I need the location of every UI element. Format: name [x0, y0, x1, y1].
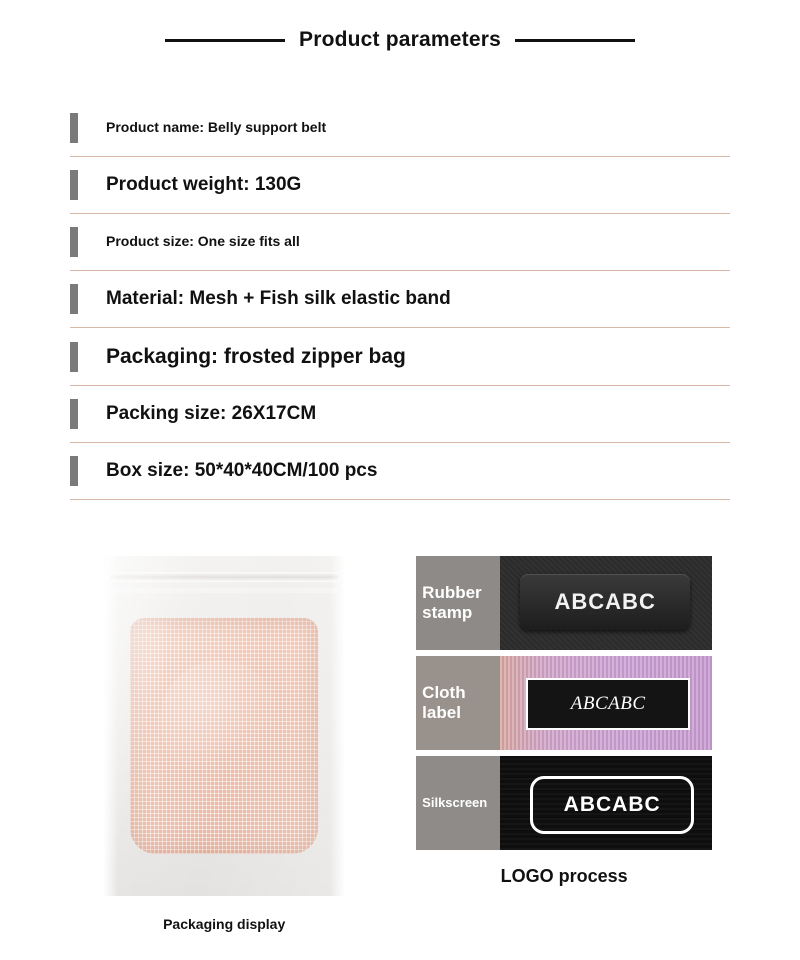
- logo-caption: LOGO process: [500, 866, 628, 886]
- spec-bullet-bar: [70, 227, 78, 257]
- spec-text: Packaging: frosted zipper bag: [106, 344, 406, 368]
- logo-panel: [398, 556, 730, 932]
- packaging-caption: Packaging display: [163, 916, 286, 932]
- page-title: Product parameters: [298, 28, 501, 51]
- logo-process-row: [416, 756, 712, 850]
- spec-text: Product weight: 130G: [106, 173, 302, 195]
- spec-text: Product name: Belly support belt: [106, 119, 327, 136]
- spec-bullet-bar: [70, 170, 78, 200]
- spec-row: [70, 100, 730, 157]
- packaging-panel: [70, 556, 378, 932]
- spec-text: Material: Mesh + Fish silk elastic band: [106, 287, 451, 309]
- logo-process-label: Rubber stamp: [416, 556, 500, 650]
- rubber-patch: [520, 574, 690, 630]
- spec-text: Box size: 50*40*40CM/100 pcs: [106, 459, 378, 481]
- rubber-stamp-image: [500, 556, 712, 650]
- silkscreen-frame: [530, 776, 694, 834]
- packaging-photo: [104, 556, 344, 896]
- spec-text: Packing size: 26X17CM: [106, 402, 317, 424]
- spec-row: [70, 157, 730, 214]
- spec-bullet-bar: [70, 342, 78, 372]
- spec-row: [70, 271, 730, 328]
- mesh-belt-product: [130, 618, 318, 854]
- cloth-sample-text: ABCABC: [570, 693, 646, 714]
- zipper-strip-icon: [110, 572, 338, 582]
- image-panels: [70, 556, 730, 932]
- logo-process-list: [416, 556, 712, 850]
- spec-row: [70, 443, 730, 500]
- silkscreen-image: [500, 756, 712, 850]
- spec-row: [70, 328, 730, 386]
- spec-row: [70, 386, 730, 443]
- logo-process-label: Cloth label: [416, 656, 500, 750]
- header-rule-right: [515, 39, 635, 42]
- zipper-seam-icon: [110, 588, 338, 593]
- logo-process-label: Silkscreen: [416, 756, 500, 850]
- page-header: [0, 0, 800, 52]
- spec-list: [70, 100, 730, 500]
- header-rule-left: [165, 39, 285, 42]
- spec-bullet-bar: [70, 284, 78, 314]
- logo-process-row: [416, 556, 712, 650]
- cloth-tag: [526, 678, 690, 730]
- bag-edge-left: [104, 556, 118, 896]
- spec-row: [70, 214, 730, 271]
- silkscreen-sample-text: ABCABC: [563, 793, 661, 816]
- spec-bullet-bar: [70, 456, 78, 486]
- logo-process-row: [416, 656, 712, 750]
- cloth-label-image: [500, 656, 712, 750]
- rubber-sample-text: ABCABC: [554, 589, 656, 614]
- spec-bullet-bar: [70, 113, 78, 143]
- bag-edge-right: [330, 556, 344, 896]
- spec-text: Product size: One size fits all: [106, 233, 300, 250]
- spec-bullet-bar: [70, 399, 78, 429]
